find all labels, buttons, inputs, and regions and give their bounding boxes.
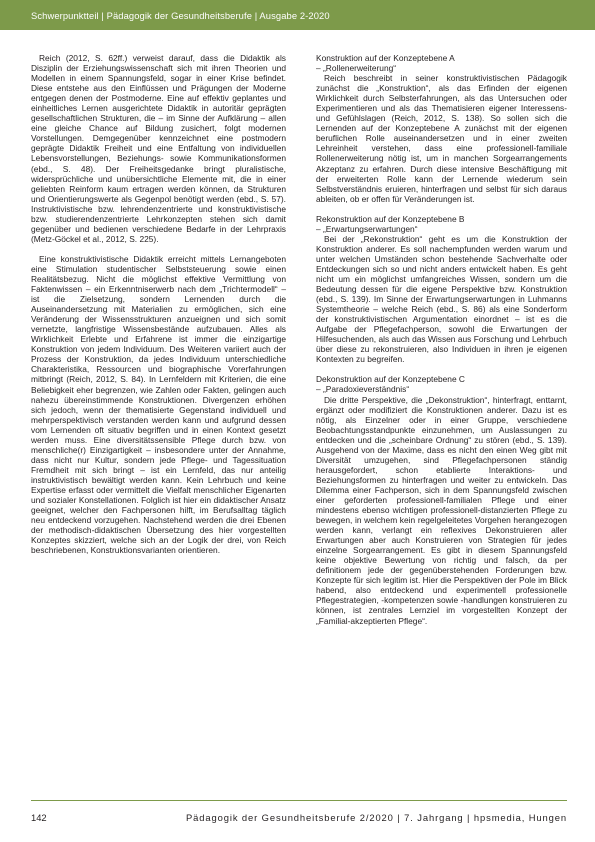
section-paragraph: Reich beschreibt in seiner konstruktivistischen Pädagogik zunächst die „Konstruktion“, als das Erfinden der eigenen Wirklichkeit durch Selbsterfahrungen, als das Untersuchen oder Experimentieren und als das Thematisieren eigener Interessens- und Gefühlslagen (Reich, 2012, S. 138). So sollen sich die Lernenden auf der Konzeptebene A zunächst mit der eigenen beruflichen Rolle auseinandersetzen und in einer zweiten Lehreinheit verstehen, dass eine professionell-familiale Rollenerweiterung nötig ist, um in manchen Sorgearrangements Akzeptanz zu erfahren. Durch diese intensive Beschäftigung mit der erweiterten Rolle kann der Lernende wiederum sein Selbstverständnis eruieren, hinterfragen und selbst für sich daraus ableiten, ob er offen für Veränderungen ist. xyxy=(316,73,567,204)
body-paragraph: Reich (2012, S. 62ff.) verweist darauf, dass die Didaktik als Disziplin der Erziehungswissenschaft sich mit ihren Theorien und Modellen in einem Spannungsfeld, sogar in einer Krise befindet. Diese entstehe aus den Einflüssen und Prägungen der Moderne entgegen denen der Postmoderne. Eine auf effektiv geplantes und einheitliches Lernen ausgerichtete Didaktik in autoritär geprägten gesellschaftlichen Strukturen, die – im Sinne der Aufklärung – allen eine gleiche Chance auf Bildung zusichert, folgt modernen Vorstellungen. Demgegenüber kennzeichnet eine postmodern geprägte Didaktik Freiheit und eine Entfaltung von individuellen Lebensvorstellungen, Beziehungs- sowie Kommunikationsformen (ebd., S. 48). Der Freiheitsgedanke bringt pluralistische, widersprüchliche und unübersichtliche Elemente mit, die in einer geliebten Reinform kaum ertragen werden können, da Strukturen und Orientierungswerte als Gegenpol benötigt werden (ebd., S. 57). Instruktivistische bzw. lehrendenzentrierte und konstruktivistische bzw. studierendenzentrierte Lehrkonzepten stehen sich damit gegenüber und bedienen verschiedene Bedarfe in der Lehrpraxis (Metz-Göckel et al., 2012, S. 225). xyxy=(31,53,286,244)
section-paragraph: Bei der „Rekonstruktion“ geht es um die Konstruktion der Konstruktion anderer. Es soll nachempfunden werden warum und unter welchen Umständen schon bestehende Sachverhalte oder Entdeckungen sich so und nicht anders entwickelt haben. Es geht nicht um ein möglichst umfangreiches Wissen, sondern um die Bedeutung dessen für die eigene Perspektive bzw. Konstruktion (ebd., S. 139). Im Sinne der Erwartungserwartungen in Luhmanns Systemtheorie – welche Reich (ebd., S. 86) als eine Sonderform der konstruktivistischen Argumentation einordnet – ist es die Aufgabe der Pflegefachperson, sowohl die Erwartungen der Hilfesuchenden, als auch das Wissen aus Forschung und Lehrbuch über diese zu rekonstruieren, also Individuen in ihren je eigenen Kontexten zu begreifen. xyxy=(316,233,567,365)
section-subtitle: – „Paradoxieverständnis“ xyxy=(316,384,410,395)
section-heading xyxy=(316,374,567,394)
running-footer: Pädagogik der Gesundheitsberufe 2/2020 | 7. Jahrgang | hpsmedia, Hungen xyxy=(186,812,567,823)
section-title: Rekonstruktion auf der Konzeptebene B xyxy=(316,213,465,224)
footer-divider xyxy=(31,800,567,801)
section-subtitle: – „Rollenerweiterung“ xyxy=(316,63,397,74)
right-column xyxy=(316,53,567,626)
section-subtitle: – „Erwartungserwartungen“ xyxy=(316,223,418,234)
left-column xyxy=(31,53,286,555)
running-header: Schwerpunktteil | Pädagogik der Gesundheitsberufe | Ausgabe 2-2020 xyxy=(31,10,330,21)
section-heading xyxy=(316,214,567,234)
section-title: Dekonstruktion auf der Konzeptebene C xyxy=(316,374,465,385)
body-paragraph: Eine konstruktivistische Didaktik erreicht mittels Lernangeboten eine Stimulation studentischer Selbststeuerung sowie einen Realitätsbezug. Nicht die möglichst effektive Vermittlung von Faktenwissen – ein Erkenntniserwerb nach dem „Trichtermodell“ – ist die Zielsetzung, sondern Lernenden durch die Auseinandersetzung mit Materialien zu ermöglichen, sich eine Veränderung der Wissensstrukturen anzueignen und sich somit vernetzte, langfristige Wissensbestände aufzubauen. Alles als Wirklichkeit Erlebte und Erfahrene ist immer die einzigartige Konstruktion von jedem Individuum. Des Weiteren variiert auch der Prozess der Konstruktion, da jedes Individuum unterschiedliche Charakteristika, Ressourcen und biographische Vorerfahrungen mitbringt (Reich, 2012, S. 84). In Lernfeldern mit Kriterien, die eine Beliebigkeit eher begrenzen, wie Zahlen oder Fakten, gelingen auch nahezu übereinstimmende Konstruktionen. Divergenzen erhöhen sich jedoch, wenn der thematisierte Gegenstand individuell und mehrperspektivisch verstanden werden kann und aufgrund dessen vom Lernenden oft situativ begriffen und in einen Kontext gesetzt werden muss. Eine diversitätssensible Pflege durch bzw. von menschliche(r) Einzigartigkeit – insbesondere unter der Annahme, dass nicht nur Kultur, sondern jede Pflege- und Tagessituation Fremdheit mit sich bringt – ist ein Lernfeld, das nur anteilig instruktivistisch bewältigt werden kann. Kein Lehrbuch und keine Expertise erfasst oder vermittelt die Vielfalt menschlicher Eigenarten und sozialer Konstellationen. Folglich ist hier ein didaktischer Ansatz geeignet, welcher den Fachpersonen hilft, im Berufsalltag täglich neu entdeckend vorzugehen. Nachstehend werden die drei Ebenen der methodisch-didaktischen Übersetzung des hier vorgestellten Konzeptes skizziert, welche sich an der Logik der drei, von Reich beschriebenen, Konstruktionsvarianten orientieren. xyxy=(31,253,286,556)
section-paragraph: Die dritte Perspektive, die „Dekonstruktion“, hinterfragt, enttarnt, ergänzt oder modifiziert die Konstruktionen anderer. Dazu ist es nötig, als Einzelner oder in einer Gruppe, verschiedene Beobachtungsstandpunkte einzunehmen, um Auslassungen zu entdecken und die „scheinbare Ordnung“ zu stören (ebd., S. 139). Ausgehend von der Maxime, dass es nicht den einen Weg gibt mit Diversität umzugehen, sind Pflegefachpersonen ständig herausgefordert, schon etablierte Interaktions- und Beziehungsformen zu hinterfragen und weiter zu entwickeln. Das Dilemma einer Fachperson, sich in dem Spannungsfeld zwischen einer geforderten professionell-familialen Pflege und einer mindestens ebenso wichtigen professionell-distanzierten Pflege zu bewegen, in welchem kein regelgeleitetes Vorgehen herangezogen werden kann, verlangt ein reflexives Dekonstruieren aller Erwartungen aber auch Konstruieren von Strategien für jedes einzelne Sorgearrangement. Es gibt in diesem Spannungsfeld keine objektive Bewertung von richtig und falsch, da per definitionem jede der gegenüberstehenden Forderungen bzw. Konzepte für sich legitim ist. Hier die Perspektiven der Pole im Blick habend, also entdeckend und experimentell professionelle Pflegestrategien, -kompetenzen sowie -handlungen konstruieren zu können, ist zentrales Lernziel im vorgestellten Konzept der „Familial-akzeptierten Pflege“. xyxy=(316,394,567,626)
page-number: 142 xyxy=(31,812,47,823)
section-heading xyxy=(316,53,567,73)
section-title: Konstruktion auf der Konzeptebene A xyxy=(316,53,455,63)
